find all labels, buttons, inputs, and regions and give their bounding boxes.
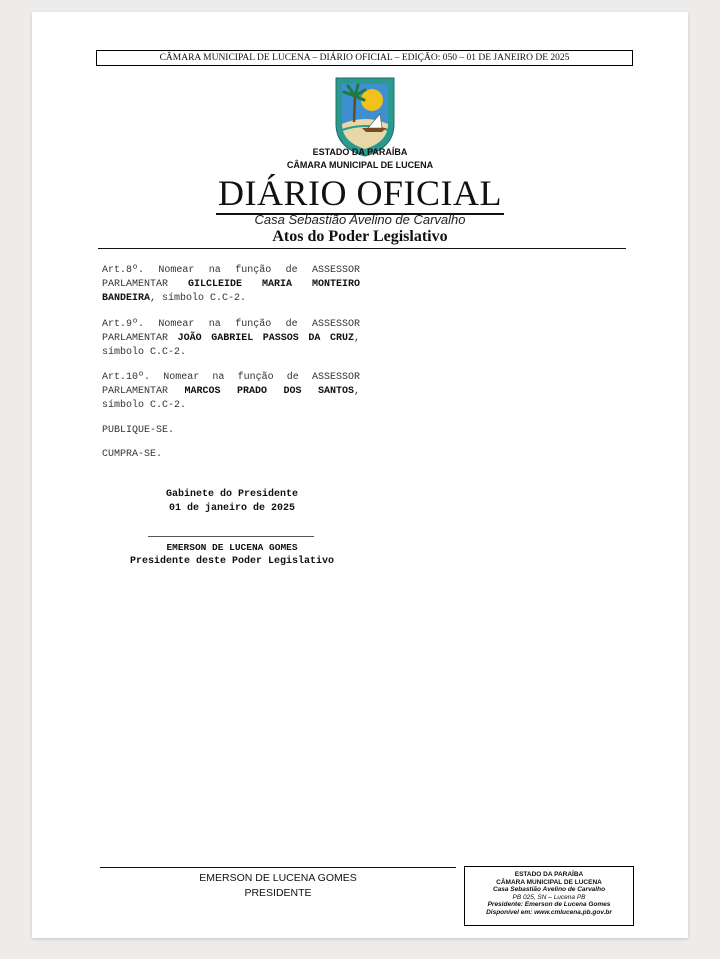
footer-info-box [464, 866, 634, 926]
signature-line [148, 536, 314, 537]
signature-role: Presidente deste Poder Legislativo [129, 556, 335, 567]
state-heading: ESTADO DA PARAÍBA [312, 147, 408, 157]
page-title-text: DIÁRIO OFICIAL [218, 173, 502, 213]
footer-signature-line [100, 867, 456, 868]
article-9-name: JOÃO GABRIEL PASSOS DA CRUZ [177, 333, 354, 344]
article-9 [102, 318, 360, 360]
article-8 [102, 264, 360, 306]
article-10-text: Art.10º. Nomear na função de ASSESSOR PARLAMENTAR [102, 372, 360, 397]
signature-date: 01 de janeiro de 2025 [168, 503, 296, 514]
page-title [32, 172, 688, 214]
footer-box-president: Presidente: Emerson de Lucena Gomes [487, 901, 611, 909]
footer-role: PRESIDENTE [244, 887, 312, 899]
publique-se: PUBLIQUE-SE. [102, 425, 175, 436]
footer-box-site[interactable]: Disponível em: www.cmlucena.pb.gov.br [486, 908, 612, 916]
footer-box-address: PB 025, SN – Lucena PB [512, 893, 586, 901]
footer-box-house: Casa Sebastião Avelino de Carvalho [492, 886, 606, 894]
chamber-heading: CÂMARA MUNICIPAL DE LUCENA [286, 160, 434, 170]
article-9-text: Art.9º. Nomear na função de ASSESSOR PARLAMENTAR [102, 319, 360, 344]
article-8-suffix: , símbolo C.C-2. [150, 293, 247, 304]
footer-name: EMERSON DE LUCENA GOMES [199, 872, 357, 884]
signature-block [142, 488, 322, 516]
edition-banner: CÂMARA MUNICIPAL DE LUCENA – DIÁRIO OFICIAL – EDIÇÃO: 050 – 01 DE JANEIRO DE 2025 [96, 50, 633, 66]
page-subtitle: Casa Sebastião Avelino de Carvalho [254, 212, 466, 227]
title-divider [98, 248, 626, 249]
footer-signatory [100, 871, 456, 901]
article-9-suffix: , símbolo C.C-2. [102, 333, 361, 358]
footer-box-state: ESTADO DA PARAÍBA [514, 871, 584, 878]
municipal-crest-icon [332, 74, 398, 158]
article-10-suffix: , símbolo C.C-2. [102, 386, 360, 411]
article-10 [102, 371, 360, 413]
document-page [32, 12, 688, 938]
cumpra-se: CUMPRA-SE. [102, 449, 163, 460]
article-8-text: Art.8º. Nomear na função de ASSESSOR PARLAMENTAR [102, 265, 360, 290]
signature-office: Gabinete do Presidente [165, 489, 299, 500]
signature-name: EMERSON DE LUCENA GOMES [166, 542, 298, 553]
footer-box-chamber: CÂMARA MUNICIPAL DE LUCENA [496, 878, 602, 886]
article-10-name: MARCOS PRADO DOS SANTOS [184, 386, 354, 397]
article-8-name: GILCLEIDE MARIA MONTEIRO BANDEIRA [102, 279, 360, 304]
section-title: Atos do Poder Legislativo [272, 228, 448, 245]
